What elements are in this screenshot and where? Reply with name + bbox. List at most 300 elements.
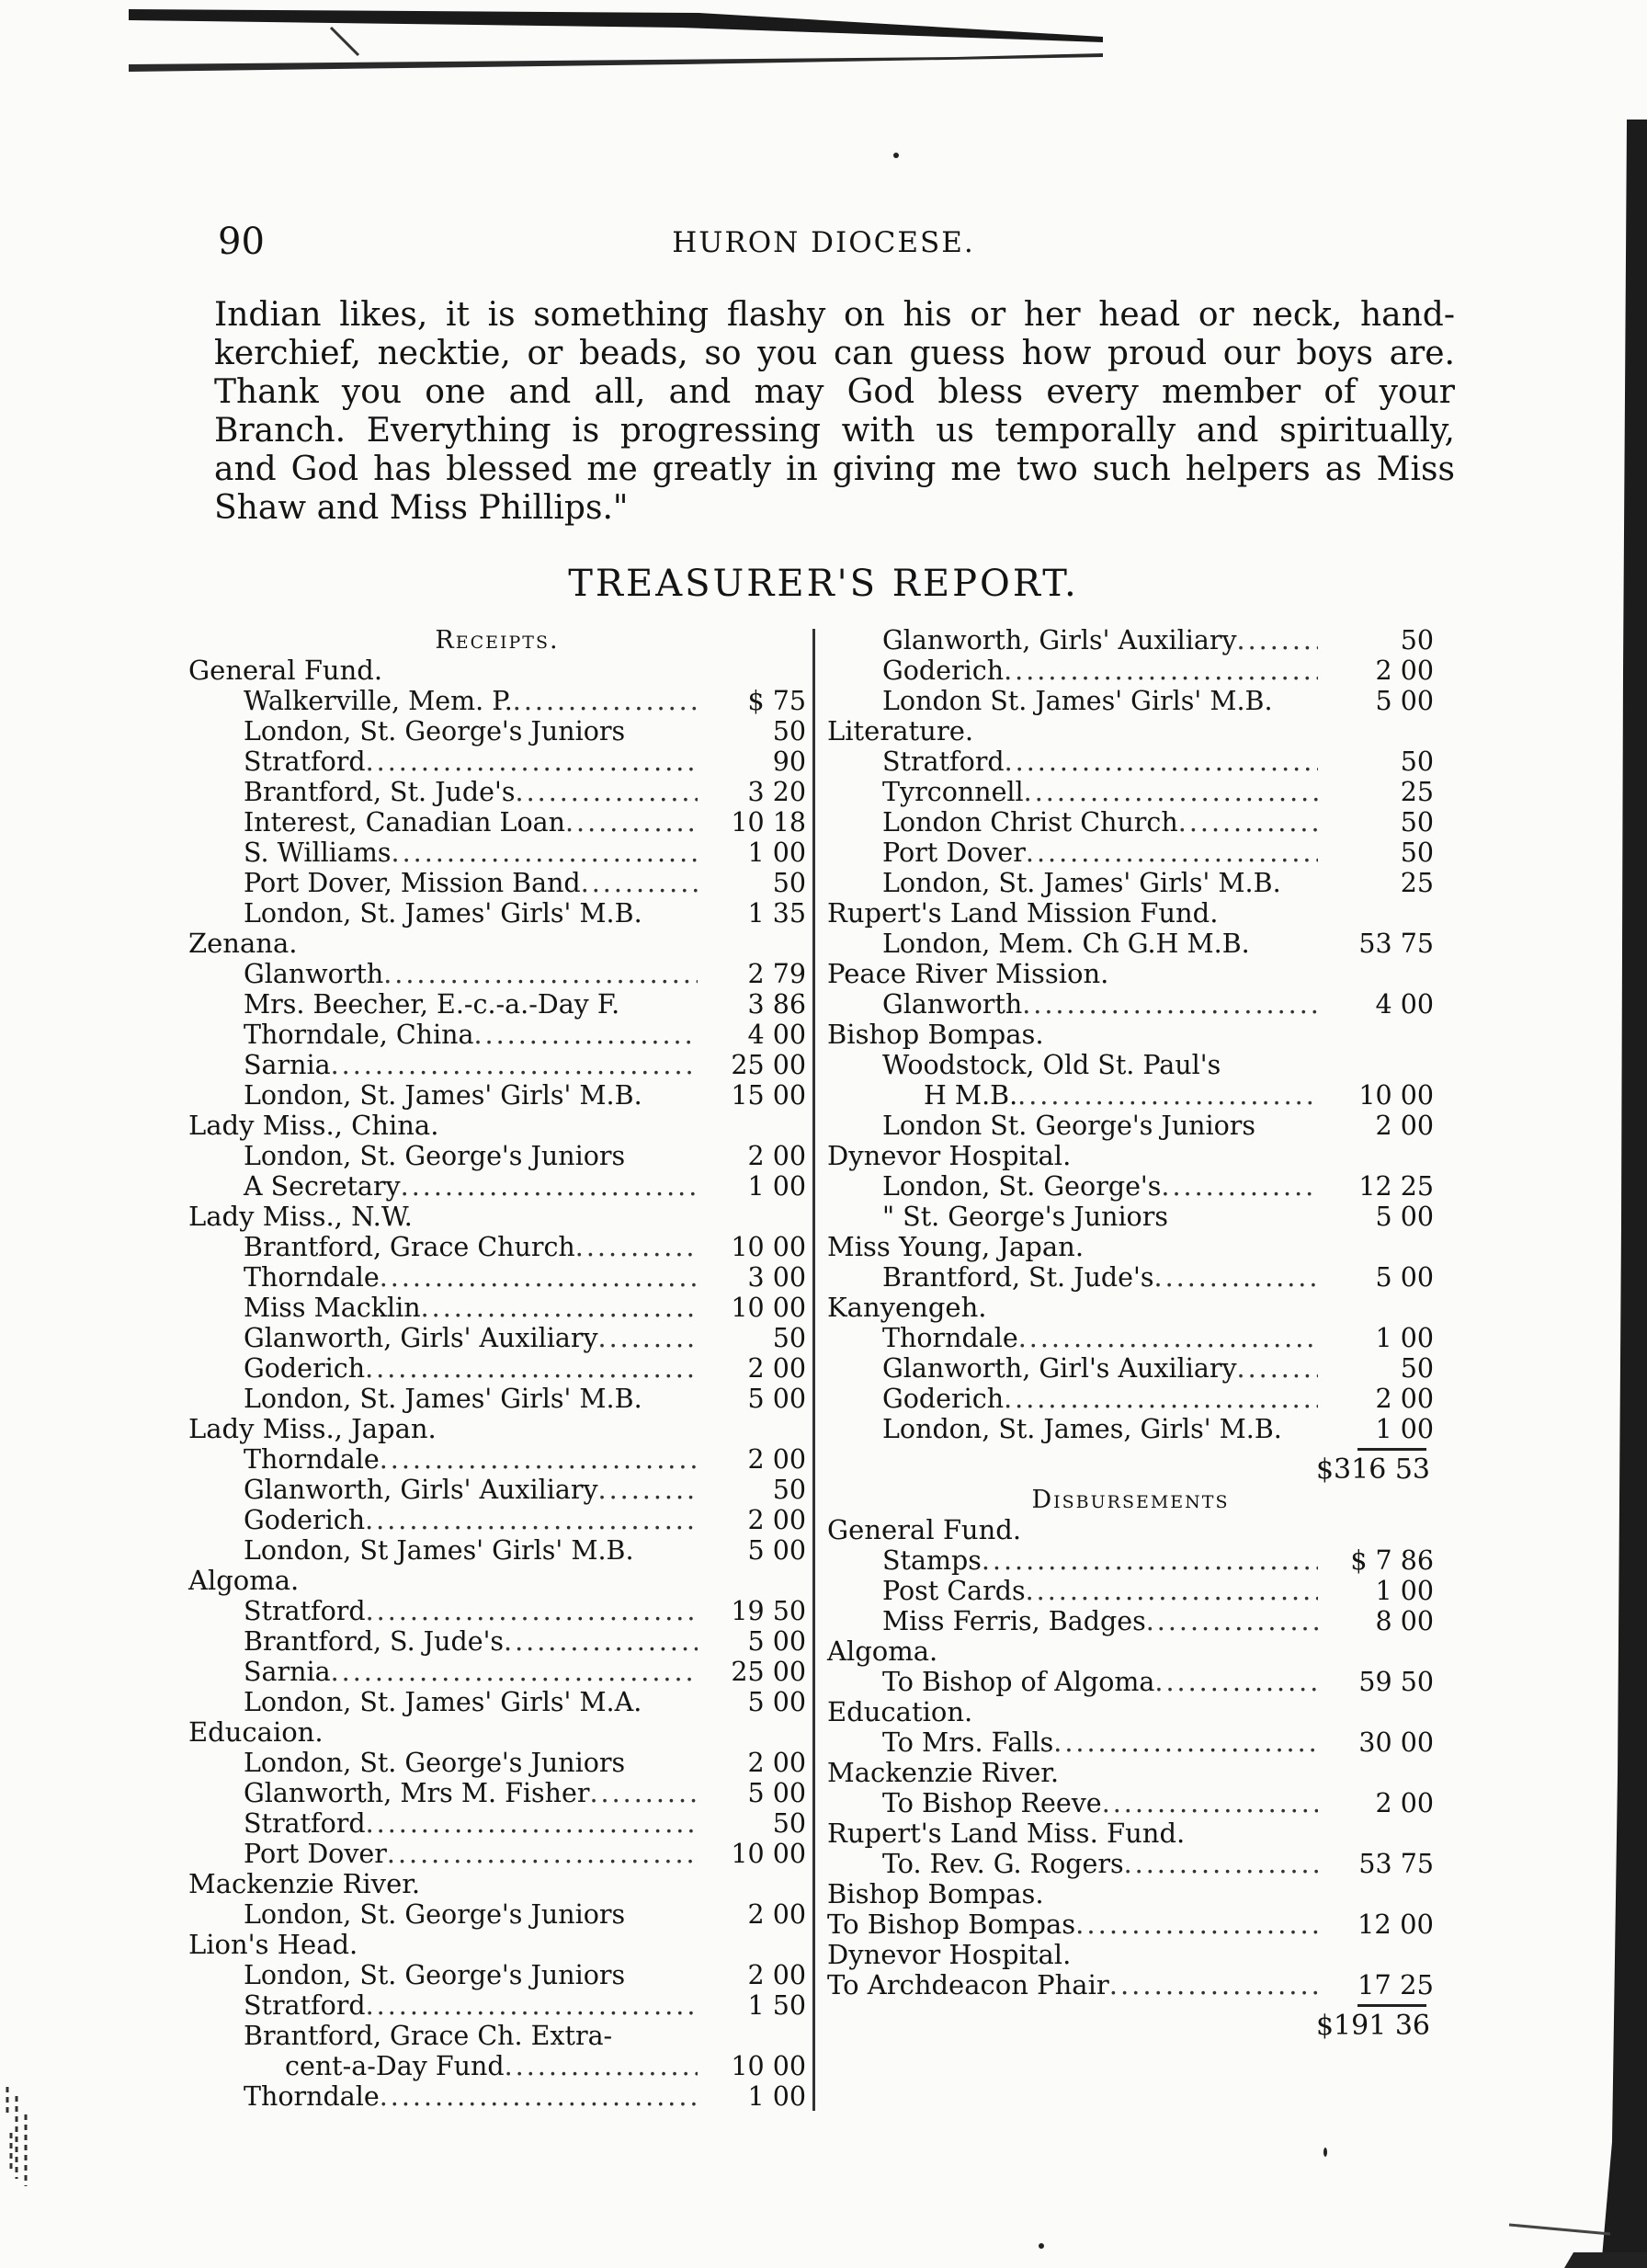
ledger-amount: 25 00 xyxy=(731,1657,806,1687)
ledger-row xyxy=(827,747,1434,777)
leader-dots xyxy=(1022,989,1318,1020)
ledger-amount: 4 00 xyxy=(1375,989,1434,1020)
ledger-row xyxy=(188,1141,806,1171)
column-divider xyxy=(812,629,815,2111)
ledger-label: Stratford xyxy=(244,747,366,777)
leader-dots xyxy=(1026,838,1318,868)
ledger-label: London, St. James' Girls' M.B. xyxy=(244,1384,642,1414)
leader-dots xyxy=(1237,1353,1318,1384)
section-heading: General Fund. xyxy=(827,1514,1022,1545)
ledger-label: Glanworth, Girls' Auxiliary xyxy=(244,1475,598,1505)
leader-dots xyxy=(1124,1849,1318,1879)
ledger-row xyxy=(827,1788,1434,1818)
ledger-row xyxy=(827,1171,1434,1202)
leader-dots xyxy=(1024,777,1318,807)
ledger-label: Stratford xyxy=(244,1808,366,1839)
leader-dots xyxy=(1154,1262,1318,1293)
ledger-amount: 12 00 xyxy=(1357,1909,1434,1940)
ledger-amount: 50 xyxy=(772,1475,806,1505)
leader-dots xyxy=(1146,1606,1318,1636)
ledger-amount: 50 xyxy=(772,1323,806,1353)
ledger-amount: 5 00 xyxy=(747,1778,806,1808)
ledger-label: London, St. George's xyxy=(882,1171,1162,1202)
ledger-row xyxy=(827,655,1434,686)
ledger-label: Thorndale xyxy=(244,1262,380,1293)
ledger-row xyxy=(188,747,806,777)
ledger-label: Sarnia xyxy=(244,1050,331,1080)
ledger-label: Mrs. Beecher, E.-c.-a.-Day F. xyxy=(244,989,620,1020)
ledger-amount: 50 xyxy=(1400,625,1434,655)
ledger-label: Post Cards xyxy=(882,1576,1026,1606)
leader-dots xyxy=(516,777,698,807)
ledger-label: Woodstock, Old St. Paul's xyxy=(882,1050,1221,1080)
ledger-row xyxy=(188,1050,806,1080)
leader-dots xyxy=(387,1839,698,1869)
section-heading: Miss Young, Japan. xyxy=(827,1231,1085,1262)
leader-dots xyxy=(1154,1667,1318,1697)
ledger-label: To Bishop of Algoma xyxy=(882,1667,1155,1697)
section-heading: Literature. xyxy=(827,715,974,747)
leader-dots xyxy=(366,1990,698,2021)
ledger-row xyxy=(188,1535,806,1566)
ledger-row xyxy=(188,2051,806,2081)
ledger-amount: $ 7 86 xyxy=(1350,1545,1434,1576)
ledger-label: London, St James' Girls' M.B. xyxy=(244,1535,634,1566)
ledger-label: London, St. James, Girls' M.B. xyxy=(882,1414,1282,1444)
ledger-row xyxy=(827,1202,1434,1232)
ledger-row xyxy=(827,777,1434,807)
page-number: 90 xyxy=(218,221,265,263)
ledger-amount: 5 00 xyxy=(747,1626,806,1657)
speck-mark xyxy=(1323,2148,1327,2157)
section-heading: Mackenzie River. xyxy=(188,1868,421,1899)
ledger-row xyxy=(827,989,1434,1020)
ledger-label: London, St. James' Girls' M.B. xyxy=(244,1080,642,1111)
ledger-label: London, Mem. Ch G.H M.B. xyxy=(882,929,1250,959)
receipts-continued-list xyxy=(827,625,1434,1444)
ledger-row xyxy=(827,1414,1434,1444)
ledger-label: Stratford xyxy=(244,1596,366,1626)
report-title: TREASURER'S REPORT. xyxy=(568,563,1079,605)
ledger-amount: 25 xyxy=(1400,868,1434,898)
ledger-amount: 2 00 xyxy=(747,1505,806,1535)
ledger-amount: 2 00 xyxy=(1375,1788,1434,1818)
ledger-amount: 10 18 xyxy=(731,807,806,838)
ledger-row xyxy=(188,989,806,1020)
leader-dots xyxy=(380,1262,698,1293)
ledger-amount: 59 50 xyxy=(1358,1667,1434,1697)
leader-dots xyxy=(1026,1576,1318,1606)
section-heading: Dynevor Hospital. xyxy=(827,1939,1072,1970)
ledger-label: London St. James' Girls' M.B. xyxy=(882,686,1273,716)
ledger-amount: 25 00 xyxy=(731,1050,806,1080)
ledger-label: " St. George's Juniors xyxy=(882,1202,1168,1232)
ledger-label: Goderich xyxy=(882,1384,1005,1414)
ledger-amount: $ 75 xyxy=(747,686,806,716)
ledger-amount: 53 75 xyxy=(1358,1849,1434,1879)
ledger-row xyxy=(188,1080,806,1111)
ledger-amount: 15 00 xyxy=(731,1080,806,1111)
ledger-label: S. Williams xyxy=(244,838,392,868)
ledger-amount: 2 00 xyxy=(1375,1384,1434,1414)
ledger-amount: 50 xyxy=(772,716,806,747)
ledger-label: Brantford, Grace Ch. Extra- xyxy=(244,2021,613,2051)
leader-dots xyxy=(982,1545,1318,1576)
ledger-label: Miss Ferris, Badges xyxy=(882,1606,1146,1636)
scan-edge-right xyxy=(1509,120,1647,2268)
ledger-row xyxy=(827,1667,1434,1697)
ledger-row xyxy=(188,777,806,807)
ledger-row xyxy=(188,1505,806,1535)
ledger-amount: 25 xyxy=(1400,777,1434,807)
ledger-amount: 10 00 xyxy=(731,1839,806,1869)
ledger-row xyxy=(827,1353,1434,1384)
intro-line: kerchief, necktie, or beads, so you can guess how proud our boys are. xyxy=(214,335,1455,372)
ledger-label: Thorndale, China xyxy=(244,1020,474,1050)
section-heading: Lady Miss., N.W. xyxy=(188,1201,413,1232)
ledger-amount: 5 00 xyxy=(747,1687,806,1717)
ledger-label: cent-a-Day Fund xyxy=(285,2051,505,2081)
ledger-label: Goderich xyxy=(244,1505,366,1535)
section-heading: Peace River Mission. xyxy=(827,958,1109,989)
leader-dots xyxy=(366,1596,698,1626)
ledger-amount: 90 xyxy=(772,747,806,777)
leader-dots xyxy=(331,1657,698,1687)
ledger-row xyxy=(188,1171,806,1202)
section-heading: Lady Miss., Japan. xyxy=(188,1413,437,1444)
intro-line: Branch. Everything is progressing with us temporally and spiritually, xyxy=(214,412,1455,450)
speck-mark xyxy=(1039,2243,1044,2249)
ledger-row xyxy=(188,1657,806,1687)
ledger-label: London Christ Church xyxy=(882,807,1178,838)
ledger-amount: 2 79 xyxy=(747,959,806,989)
ledger-label: Interest, Canadian Loan xyxy=(244,807,565,838)
ledger-row xyxy=(827,1909,1434,1940)
receipts-total: $316 53 xyxy=(1315,1453,1430,1486)
leader-dots xyxy=(589,1778,698,1808)
ledger-amount: 50 xyxy=(772,1808,806,1839)
ledger-row xyxy=(827,1384,1434,1414)
ledger-label: Brantford, S. Jude's xyxy=(244,1626,505,1657)
ledger-label: Port Dover xyxy=(882,838,1026,868)
ledger-row xyxy=(188,959,806,989)
ledger-label: Glanworth xyxy=(882,989,1023,1020)
total-rule xyxy=(1357,1448,1426,1451)
speck-mark xyxy=(893,153,899,158)
ledger-amount: 1 50 xyxy=(747,1990,806,2021)
ledger-label: Stratford xyxy=(244,1990,366,2021)
leader-dots xyxy=(1005,747,1318,777)
leader-dots xyxy=(1161,1171,1318,1202)
leader-dots xyxy=(575,1232,698,1262)
scan-marks-left xyxy=(0,2078,46,2188)
ledger-row xyxy=(827,1080,1434,1111)
ledger-row xyxy=(827,1111,1434,1141)
ledger-row xyxy=(827,1050,1434,1080)
running-head: HURON DIOCESE. xyxy=(672,226,975,259)
ledger-label: To Bishop Bompas xyxy=(827,1909,1076,1940)
ledger-label: London, St. James' Girls' M.B. xyxy=(244,898,642,929)
ledger-label: To. Rev. G. Rogers xyxy=(882,1849,1124,1879)
leader-dots xyxy=(421,1293,698,1323)
ledger-row xyxy=(827,1970,1434,2000)
intro-line: Indian likes, it is something flashy on his or her head or neck, hand- xyxy=(214,296,1455,334)
leader-dots xyxy=(366,1808,698,1839)
disbursements-heading: Disbursements xyxy=(1031,1486,1230,1514)
section-heading: Algoma. xyxy=(188,1565,300,1596)
ledger-row xyxy=(188,1839,806,1869)
ledger-amount: 5 00 xyxy=(1375,1202,1434,1232)
ledger-label: London, St. George's Juniors xyxy=(244,1899,626,1930)
ledger-row xyxy=(188,1960,806,1990)
leader-dots xyxy=(366,747,698,777)
ledger-amount: 2 00 xyxy=(747,1353,806,1384)
ledger-row xyxy=(827,1323,1434,1353)
leader-dots xyxy=(598,1475,698,1505)
leader-dots xyxy=(505,2051,698,2081)
ledger-label: London, St. George's Juniors xyxy=(244,1141,626,1171)
ledger-label: Miss Macklin xyxy=(244,1293,421,1323)
ledger-amount: 5 00 xyxy=(747,1384,806,1414)
ledger-label: To Mrs. Falls xyxy=(882,1727,1054,1758)
ledger-label: Thorndale xyxy=(244,1444,380,1475)
intro-line: Shaw and Miss Phillips." xyxy=(214,489,629,527)
ledger-row xyxy=(188,1444,806,1475)
ledger-label: Glanworth, Girls' Auxiliary xyxy=(882,625,1237,655)
ledger-amount: 50 xyxy=(1400,807,1434,838)
ledger-amount: 19 50 xyxy=(731,1596,806,1626)
ledger-label: Walkerville, Mem. P. xyxy=(244,686,513,716)
ledger-label: To Bishop Reeve xyxy=(882,1788,1102,1818)
ledger-row xyxy=(827,686,1434,716)
ledger-row xyxy=(188,1990,806,2021)
ledger-amount: 1 35 xyxy=(747,898,806,929)
ledger-label: To Archdeacon Phair xyxy=(827,1969,1109,2000)
ledger-amount: 53 75 xyxy=(1358,929,1434,959)
ledger-amount: 5 00 xyxy=(1375,686,1434,716)
right-column xyxy=(827,625,1434,2041)
section-heading: Kanyengeh. xyxy=(827,1292,987,1323)
ledger-label: Sarnia xyxy=(244,1657,331,1687)
ledger-row xyxy=(188,1020,806,1050)
receipts-list xyxy=(188,655,806,2112)
ledger-label: Glanworth xyxy=(244,959,384,989)
ledger-label: Glanworth, Girl's Auxiliary xyxy=(882,1353,1237,1384)
ledger-label: London, St. James' Girls' M.B. xyxy=(882,868,1281,898)
leader-dots xyxy=(1237,625,1318,655)
section-heading: Lion's Head. xyxy=(188,1929,358,1960)
ledger-label: Brantford, Grace Church xyxy=(244,1232,575,1262)
section-heading: Zenana. xyxy=(188,928,298,959)
ledger-amount: 2 00 xyxy=(747,1960,806,1990)
ledger-amount: 3 86 xyxy=(747,989,806,1020)
leader-dots xyxy=(1102,1788,1318,1818)
ledger-row xyxy=(827,1545,1434,1576)
leader-dots xyxy=(1004,655,1318,686)
ledger-amount: 1 00 xyxy=(1375,1323,1434,1353)
ledger-amount: 1 00 xyxy=(1375,1576,1434,1606)
disbursements-total: $191 36 xyxy=(1315,2010,1430,2042)
section-heading: Dynevor Hospital. xyxy=(827,1140,1072,1171)
ledger-row xyxy=(188,2021,806,2051)
ledger-amount: 50 xyxy=(772,868,806,898)
section-heading: Educaion. xyxy=(188,1716,324,1748)
ledger-row xyxy=(188,1323,806,1353)
ledger-row xyxy=(827,868,1434,898)
receipts-column xyxy=(188,625,806,2112)
section-heading: Bishop Bompas. xyxy=(827,1878,1044,1909)
leader-dots xyxy=(1178,807,1318,838)
ledger-amount: 17 25 xyxy=(1357,1969,1434,2000)
ledger-row xyxy=(188,1808,806,1839)
ledger-label: London, St. George's Juniors xyxy=(244,1960,626,1990)
ledger-label: Goderich xyxy=(244,1353,366,1384)
ledger-amount: 10 00 xyxy=(1358,1080,1434,1111)
ledger-row xyxy=(188,1384,806,1414)
ledger-row xyxy=(188,1475,806,1505)
disbursements-list xyxy=(827,1515,1434,2000)
leader-dots xyxy=(1017,1080,1318,1111)
leader-dots xyxy=(365,1505,698,1535)
intro-line: Thank you one and all, and may God bless every member of your xyxy=(214,373,1455,411)
section-heading: Algoma. xyxy=(827,1635,938,1667)
ledger-row xyxy=(188,868,806,898)
receipts-heading: Receipts. xyxy=(435,626,560,655)
ledger-row xyxy=(188,898,806,929)
ledger-label: London, St. George's Juniors xyxy=(244,716,626,747)
leader-dots xyxy=(581,868,698,898)
ledger-label: London, St. James' Girls' M.A. xyxy=(244,1687,642,1717)
ledger-amount: 2 00 xyxy=(747,1748,806,1778)
leader-dots xyxy=(392,838,698,868)
ledger-label: Port Dover xyxy=(244,1839,387,1869)
ledger-amount: 50 xyxy=(1400,1353,1434,1384)
ledger-row xyxy=(188,1353,806,1384)
ledger-amount: 50 xyxy=(1400,747,1434,777)
leader-dots xyxy=(401,1171,698,1202)
ledger-row xyxy=(188,686,806,716)
ledger-label: Thorndale xyxy=(882,1323,1018,1353)
ledger-amount: 4 00 xyxy=(747,1020,806,1050)
ledger-row xyxy=(188,1262,806,1293)
ledger-label: Tyrconnell xyxy=(882,777,1024,807)
ledger-amount: 2 00 xyxy=(1375,1111,1434,1141)
ledger-row xyxy=(188,1596,806,1626)
section-heading: Bishop Bompas. xyxy=(827,1019,1044,1050)
ledger-label: Stratford xyxy=(882,747,1005,777)
ledger-amount: 30 00 xyxy=(1358,1727,1434,1758)
ledger-row xyxy=(188,2081,806,2112)
scan-smear-top xyxy=(129,0,1103,74)
ledger-label: H M.B. xyxy=(924,1080,1018,1111)
ledger-amount: 10 00 xyxy=(731,1232,806,1262)
leader-dots xyxy=(1004,1384,1318,1414)
ledger-row xyxy=(188,1293,806,1323)
ledger-row xyxy=(827,1727,1434,1758)
ledger-label: Goderich xyxy=(882,655,1005,686)
total-rule xyxy=(1357,2004,1426,2007)
section-heading: Rupert's Land Miss. Fund. xyxy=(827,1818,1186,1849)
leader-dots xyxy=(365,1353,698,1384)
ledger-row xyxy=(188,1748,806,1778)
ledger-amount: 2 00 xyxy=(1375,655,1434,686)
ledger-label: London, St. George's Juniors xyxy=(244,1748,626,1778)
ledger-row xyxy=(827,838,1434,868)
ledger-row xyxy=(827,625,1434,655)
ledger-label: Port Dover, Mission Band xyxy=(244,868,581,898)
leader-dots xyxy=(473,1020,698,1050)
ledger-amount: 10 00 xyxy=(731,2051,806,2081)
ledger-row xyxy=(188,1687,806,1717)
ledger-label: A Secretary xyxy=(244,1171,401,1202)
leader-dots xyxy=(1075,1909,1318,1940)
ledger-row xyxy=(188,1232,806,1262)
ledger-amount: 2 00 xyxy=(747,1444,806,1475)
intro-paragraph xyxy=(214,296,1455,528)
ledger-row xyxy=(827,1262,1434,1293)
leader-dots xyxy=(504,1626,698,1657)
leader-dots xyxy=(1018,1323,1318,1353)
section-heading: Mackenzie River. xyxy=(827,1757,1060,1788)
leader-dots xyxy=(383,959,698,989)
ledger-amount: 12 25 xyxy=(1358,1171,1434,1202)
ledger-amount: 1 00 xyxy=(747,838,806,868)
leader-dots xyxy=(565,807,698,838)
ledger-amount: 50 xyxy=(1400,838,1434,868)
intro-line: and God has blessed me greatly in giving me two such helpers as Miss xyxy=(214,450,1455,488)
ledger-amount: 2 00 xyxy=(747,1899,806,1930)
ledger-row xyxy=(827,1606,1434,1636)
ledger-row xyxy=(827,1849,1434,1879)
ledger-amount: 1 00 xyxy=(747,2081,806,2112)
ledger-row xyxy=(827,807,1434,838)
section-heading: Rupert's Land Mission Fund. xyxy=(827,897,1219,929)
leader-dots xyxy=(598,1323,698,1353)
ledger-amount: 5 00 xyxy=(1375,1262,1434,1293)
ledger-amount: 1 00 xyxy=(1375,1414,1434,1444)
ledger-row xyxy=(827,929,1434,959)
section-heading: Lady Miss., China. xyxy=(188,1110,439,1141)
leader-dots xyxy=(380,2081,698,2112)
ledger-amount: 2 00 xyxy=(747,1141,806,1171)
ledger-amount: 3 00 xyxy=(747,1262,806,1293)
ledger-label: Glanworth, Mrs M. Fisher xyxy=(244,1778,590,1808)
leader-dots xyxy=(380,1444,698,1475)
section-heading: General Fund. xyxy=(188,655,383,686)
ledger-row xyxy=(827,1576,1434,1606)
ledger-label: Stamps xyxy=(882,1545,982,1576)
ledger-label: Brantford, St. Jude's xyxy=(244,777,516,807)
ledger-row xyxy=(188,807,806,838)
ledger-label: London St. George's Juniors xyxy=(882,1111,1256,1141)
ledger-row xyxy=(188,1899,806,1930)
leader-dots xyxy=(331,1050,698,1080)
ledger-amount: 10 00 xyxy=(731,1293,806,1323)
ledger-row xyxy=(188,1626,806,1657)
ledger-row xyxy=(188,1778,806,1808)
ledger-amount: 3 20 xyxy=(747,777,806,807)
section-heading: Education. xyxy=(827,1696,973,1727)
ledger-row xyxy=(188,838,806,868)
leader-dots xyxy=(1109,1970,1318,2000)
ledger-amount: 5 00 xyxy=(747,1535,806,1566)
leader-dots xyxy=(1053,1727,1318,1758)
ledger-row xyxy=(188,716,806,747)
ledger-label: Brantford, St. Jude's xyxy=(882,1262,1154,1293)
leader-dots xyxy=(513,686,698,716)
ledger-amount: 1 00 xyxy=(747,1171,806,1202)
ledger-amount: 8 00 xyxy=(1375,1606,1434,1636)
